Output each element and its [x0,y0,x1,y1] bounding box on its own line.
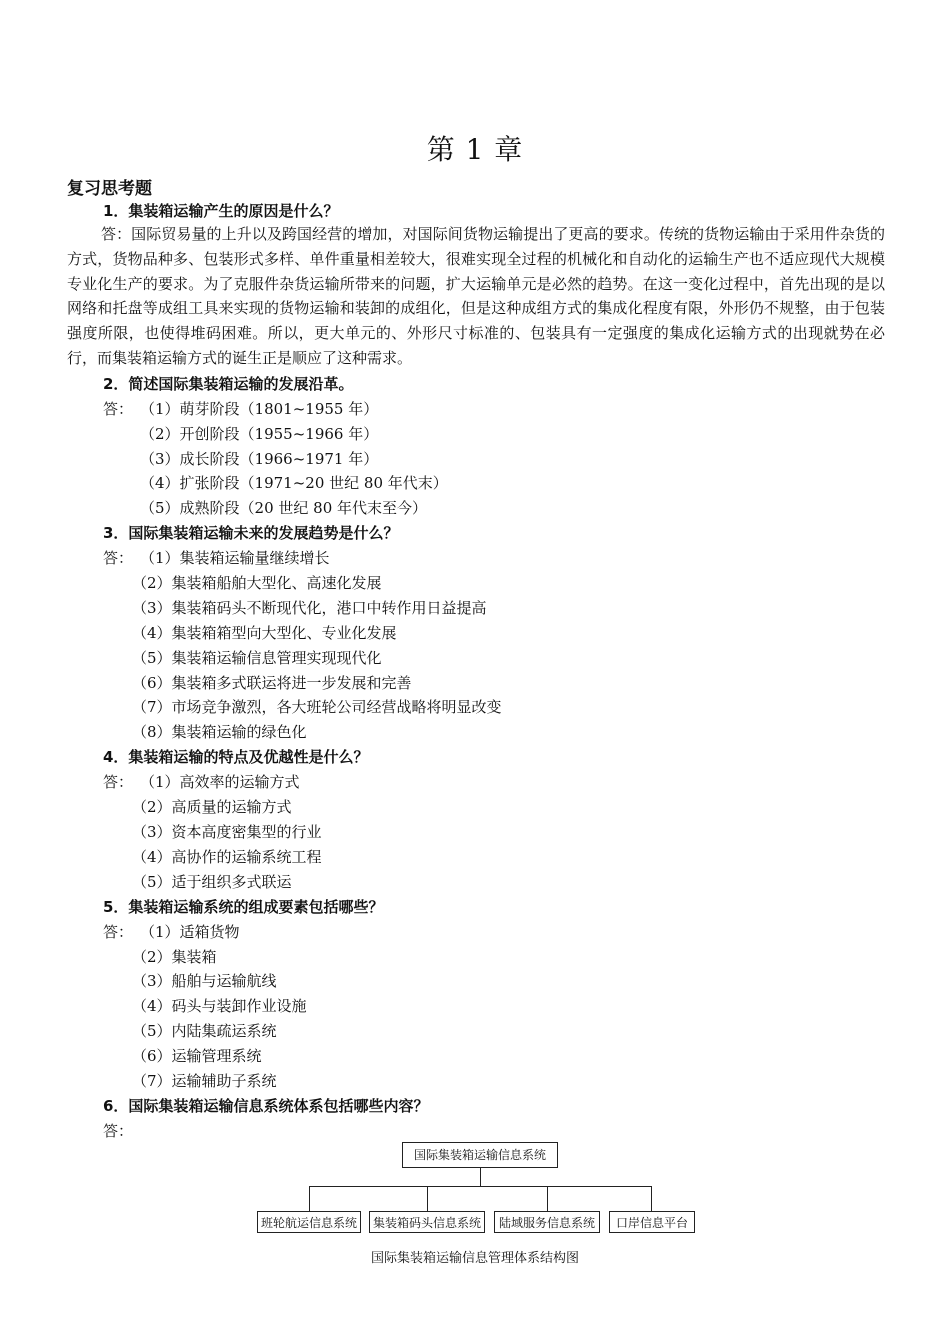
answer-2-item: （5）成熟阶段（20 世纪 80 年代末至今） [140,499,428,517]
question-1: 1．集装箱运输产生的原因是什么？ [103,202,339,220]
diagram-child-node: 口岸信息平台 [609,1211,695,1233]
diagram-child-node: 班轮航运信息系统 [257,1211,361,1233]
diagram-caption: 国际集装箱运输信息管理体系结构图 [370,1251,579,1266]
answer-5-item: （1）适箱货物 [140,923,240,941]
answer-2-item: （2）开创阶段（1955~1966 年） [140,425,379,443]
question-3: 3．国际集装箱运输未来的发展趋势是什么？ [103,524,399,542]
section-heading: 复习思考题 [67,179,152,199]
answer-4-prefix: 答： [103,773,134,791]
diagram-root-node: 国际集装箱运输信息系统 [402,1142,558,1168]
answer-5-item: （7）运输辅助子系统 [132,1072,277,1090]
answer-3-item: （7）市场竞争激烈，各大班轮公司经营战略将明显改变 [132,698,502,716]
answer-4-item: （2）高质量的运输方式 [132,798,292,816]
answer-3-item: （4）集装箱箱型向大型化、专业化发展 [132,624,397,642]
answer-4-item: （4）高协作的运输系统工程 [132,848,322,866]
question-5: 5．集装箱运输系统的组成要素包括哪些？ [103,898,384,916]
answer-2-prefix: 答： [103,400,134,418]
question-6: 6．国际集装箱运输信息系统体系包括哪些内容？ [103,1097,429,1115]
diagram-connector [651,1186,652,1211]
answer-6-prefix: 答： [103,1122,134,1140]
diagram-connector [480,1168,481,1186]
answer-5-item: （5）内陆集疏运系统 [132,1022,277,1040]
answer-4-item: （5）适于组织多式联运 [132,873,292,891]
answer-1-paragraph: 答：国际贸易量的上升以及跨国经营的增加，对国际间货物运输提出了更高的要求。传统的货物运输由于采用件杂货的方式，货物品种多、包装形式多样、单件重量相差较大，很难实现全过程的机械化和自动化的运输生产也不适应现代大规模专业化生产的要求。为了克服件杂货运输所带来的问题，扩大运输单元是必然的趋势。在这一变化过程中，首先出现的是以网络和托盘等成组工具来实现的货物运输和装卸的成组化，但是这种成组方式的集成化程度有限，外形仍不规整，由于包装强度所限，也使得堆码困难。所以，更大单元的、外形尺寸标准的、包装具有一定强度的集成化运输方式的出现就势在必行，而集装箱运输方式的诞生正是顺应了这种需求。 [67,225,885,367]
answer-3-item: （6）集装箱多式联运将进一步发展和完善 [132,674,412,692]
answer-5-prefix: 答： [103,923,134,941]
answer-5-item: （4）码头与装卸作业设施 [132,997,307,1015]
answer-4-item: （3）资本高度密集型的行业 [132,823,322,841]
answer-5-item: （3）船舶与运输航线 [132,972,277,990]
answer-3-item: （5）集装箱运输信息管理实现现代化 [132,649,382,667]
answer-3-item: （2）集装箱船舶大型化、高速化发展 [132,574,382,592]
diagram-connector [547,1186,548,1211]
question-4: 4．集装箱运输的特点及优越性是什么？ [103,748,369,766]
chapter-title: 第 1 章 [426,133,524,166]
question-2: 2．简述国际集装箱运输的发展沿革。 [103,375,354,393]
answer-3-prefix: 答： [103,549,134,567]
answer-4-item: （1）高效率的运输方式 [140,773,300,791]
diagram-child-node: 陆域服务信息系统 [494,1211,600,1233]
diagram-connector [309,1186,652,1187]
answer-3-item: （1）集装箱运输量继续增长 [140,549,330,567]
diagram-child-node: 集装箱码头信息系统 [369,1211,485,1233]
answer-3-item: （8）集装箱运输的绿色化 [132,723,307,741]
answer-2-item: （4）扩张阶段（1971~20 世纪 80 年代末） [140,474,448,492]
answer-3-item: （3）集装箱码头不断现代化，港口中转作用日益提高 [132,599,487,617]
answer-5-item: （2）集装箱 [132,948,217,966]
answer-2-item: （3）成长阶段（1966~1971 年） [140,450,379,468]
answer-5-item: （6）运输管理系统 [132,1047,262,1065]
diagram-connector [427,1186,428,1211]
answer-2-item: （1）萌芽阶段（1801~1955 年） [140,400,379,418]
diagram-connector [309,1186,310,1211]
